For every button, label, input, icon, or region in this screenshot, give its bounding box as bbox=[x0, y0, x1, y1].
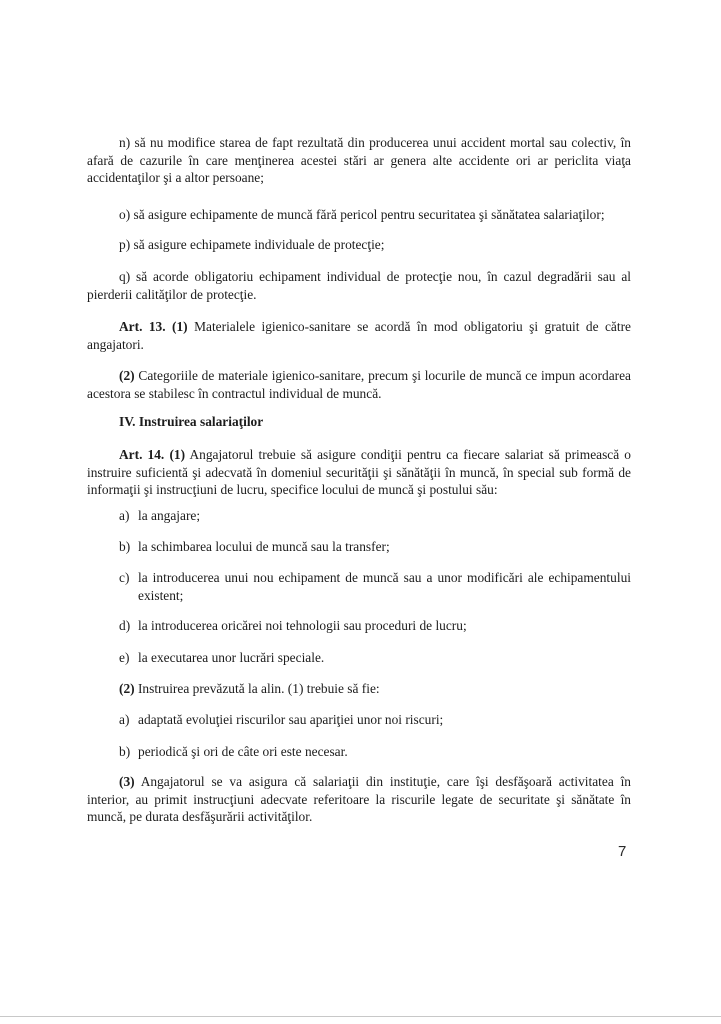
list-item bbox=[119, 743, 631, 761]
page-number: 7 bbox=[618, 843, 627, 860]
list-item-marker: e) bbox=[119, 650, 130, 665]
list-item-text: la schimbarea locului de muncă sau la transfer; bbox=[138, 539, 390, 554]
list-item bbox=[119, 617, 631, 635]
article-14-alineat-2-label: (2) bbox=[119, 681, 135, 696]
article-14-alineat-3-label: (3) bbox=[119, 774, 135, 789]
scan-edge-line bbox=[0, 1016, 721, 1017]
list-item-text: adaptată evoluţiei riscurilor sau apariţiei unor noi riscuri; bbox=[138, 712, 444, 727]
paragraph-n: n) să nu modifice starea de fapt rezultată din producerea unui accident mortal sau colectiv, în afară de cazurile în care menţinerea acestei stări ar genera alte accidente ori ar periclita viaţa accidentaţilor şi a altor persoane; bbox=[87, 135, 631, 185]
article-13-alineat-2-text: Categoriile de materiale igienico-sanitare, precum şi locurile de muncă ce impun acordarea acestora se stabilesc în contractul individual de muncă. bbox=[87, 368, 631, 401]
list-item-text: periodică şi ori de câte ori este necesar. bbox=[138, 744, 348, 759]
paragraph-o: o) să asigure echipamente de muncă fără pericol pentru securitatea şi sănătatea salariaţilor; bbox=[119, 207, 605, 222]
article-13-alineat-2-label: (2) bbox=[119, 368, 135, 383]
list-item bbox=[119, 507, 631, 525]
article-13-label: Art. 13. bbox=[119, 319, 166, 334]
list-item-marker: d) bbox=[119, 618, 131, 633]
list-item bbox=[119, 538, 631, 556]
article-14-paragraph-3 bbox=[87, 773, 631, 826]
list-item bbox=[119, 649, 631, 667]
list-item-marker: a) bbox=[119, 508, 130, 523]
article-13-paragraph-2 bbox=[87, 367, 631, 402]
article-14-paragraph-1 bbox=[87, 446, 631, 499]
article-14-alineat-3-text: Angajatorul se va asigura că salariaţii din instituţie, care îşi desfăşoară activitatea în interior, au primit instrucţiuni adecvate referitoare la riscurile legate de securitate şi sănătate în muncă, pe durata desfăşurării activităţilor. bbox=[87, 774, 631, 824]
article-13-paragraph-1 bbox=[87, 318, 631, 353]
list-item bbox=[119, 569, 631, 604]
list-item-text: la angajare; bbox=[138, 508, 201, 523]
article-14-paragraph-2 bbox=[119, 680, 380, 698]
article-14-alineat-2-text: Instruirea prevăzută la alin. (1) trebuie să fie: bbox=[134, 681, 380, 696]
list-item-marker: c) bbox=[119, 570, 130, 585]
list-item-marker: b) bbox=[119, 539, 131, 554]
section-heading: IV. Instruirea salariaţilor bbox=[119, 414, 264, 429]
article-13-alineat-1-label: (1) bbox=[172, 319, 188, 334]
article-13-alineat-1-text: Materialele igienico-sanitare se acordă în mod obligatoriu şi gratuit de către angajatori. bbox=[87, 319, 631, 352]
list-item-text: la introducerea unui nou echipament de muncă sau a unor modificări ale echipamentului existent; bbox=[138, 570, 631, 603]
list-item bbox=[119, 711, 631, 729]
paragraph-q: q) să acorde obligatoriu echipament individual de protecţie nou, în cazul degradării sau al pierderii calităţilor de protecţie. bbox=[87, 269, 631, 302]
article-14-label: Art. 14. bbox=[119, 447, 165, 462]
list-item-marker: a) bbox=[119, 712, 130, 727]
article-14-alineat-1-text: Angajatorul trebuie să asigure condiţii pentru ca fiecare salariat să primească o instruire suficientă şi adecvată în domeniul securităţii şi sănătăţii în muncă, în special sub formă de informaţii şi instrucţiuni de lucru, specifice locului de muncă şi postului său: bbox=[87, 447, 631, 497]
list-item-marker: b) bbox=[119, 744, 131, 759]
list-item-text: la executarea unor lucrări speciale. bbox=[138, 650, 325, 665]
list-item-text: la introducerea oricărei noi tehnologii sau proceduri de lucru; bbox=[138, 618, 467, 633]
paragraph-p: p) să asigure echipamete individuale de protecţie; bbox=[119, 237, 385, 252]
article-14-alineat-1-label: (1) bbox=[169, 447, 186, 462]
